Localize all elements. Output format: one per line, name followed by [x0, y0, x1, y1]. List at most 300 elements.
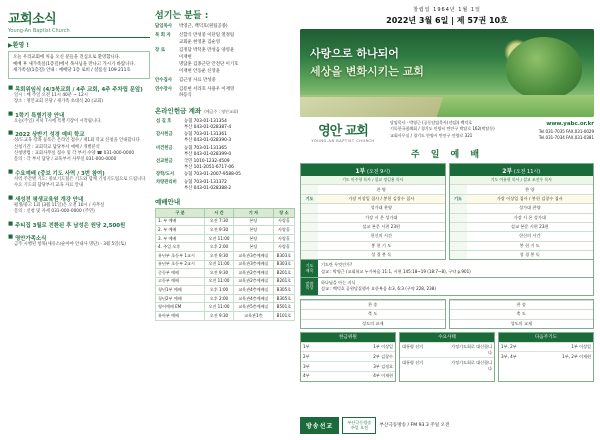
- notice-line: 수요 기도회 담당부서 교육 자료 안내: [14, 183, 84, 189]
- hero-slogan-line2: 세상을 변화시키는 교회: [310, 64, 424, 78]
- notice-item: [8, 130, 150, 164]
- order-row: [450, 194, 594, 203]
- order-value: 찬 송: [516, 301, 526, 307]
- bank-account: [183, 157, 295, 170]
- table-row: [301, 371, 395, 381]
- service-time: (오전 11시): [513, 168, 541, 175]
- cell: 오전 11:00: [205, 277, 234, 286]
- broadcast-info: [379, 417, 594, 434]
- order-value: 봉 헌 기 도: [371, 242, 392, 248]
- cell: 가정기도회로 대신합니다: [451, 359, 492, 371]
- cell: 1부, 2부 이재현: [562, 353, 591, 359]
- service-number: 2부: [502, 167, 513, 175]
- cell: 청년2부 예배: [156, 294, 205, 303]
- notice-title: 1학기 특별기장 안내: [15, 112, 65, 119]
- worship-heading: 주 일 예 배: [410, 150, 484, 160]
- bullet-icon: ■: [8, 233, 14, 240]
- order-value: 봉 헌 기 도: [519, 242, 540, 248]
- notice-line: 신청방법 : 교회사무실 접수 및 각 부서 수양 ☎ 031-000-0000: [14, 151, 135, 157]
- order-value: 성도의 교제: [510, 320, 533, 326]
- notice-line: 일시 : 매 주일 오전 11시 40분 ~ 12시: [14, 92, 88, 98]
- order-row: [450, 300, 594, 309]
- staff-title: 섬기는 분들 :: [155, 11, 209, 21]
- order-key: [301, 223, 318, 231]
- staff-value: 명담훈 김종근단 안전단 이기호: [179, 62, 239, 68]
- order-key: [450, 214, 467, 222]
- order-key: [301, 242, 318, 250]
- cell: 오전 9:30: [205, 269, 234, 278]
- bullet-icon: ■: [8, 110, 14, 117]
- order-key: [450, 242, 467, 250]
- order-row: [301, 250, 445, 259]
- notice-list: [8, 85, 150, 248]
- notice-line: 신청기간 : 교회학교 담당부서 예배 / 개별분석: [14, 144, 100, 150]
- table-row: [155, 144, 295, 157]
- worship-schedule-heading: 예배안내: [155, 197, 181, 206]
- table-row: [156, 260, 295, 269]
- table-row: [156, 312, 295, 321]
- offering-committee: [300, 332, 396, 382]
- service-first: [300, 163, 446, 260]
- cell: 2부 김창수: [373, 353, 393, 359]
- hero-slogan: [310, 45, 424, 80]
- bank-label: 차량관리비: [156, 179, 177, 185]
- column-header: 기 자: [233, 208, 273, 217]
- broadcast-footer: [300, 417, 594, 434]
- cell: 고등부 예배: [156, 277, 205, 286]
- cell: 대통령 선거: [402, 344, 424, 350]
- service-leaders: 기도 이주형 목사 / 설교 정길용 목사: [301, 176, 445, 184]
- order-row: [301, 300, 445, 309]
- broadcast-label: 방송선교: [300, 417, 339, 434]
- order-row: [301, 319, 445, 328]
- staff-label: 장 로: [155, 48, 166, 54]
- notice-title: 주티집 3월로 전환된 후 남성은 원당 2,500원: [15, 222, 126, 229]
- cell: 가정기도회로 대신합니다: [451, 344, 492, 356]
- order-row: [450, 203, 594, 212]
- welcome-line: 새가족실(1층길) 안내 : 예배당 1층 로비 / 샬롬실 109 211호: [13, 68, 131, 74]
- staff-label: 목 회 자: [155, 32, 171, 38]
- cell: 4부: [303, 373, 310, 379]
- order-row: [450, 231, 594, 240]
- service-columns: [300, 163, 594, 260]
- cell: 오전 7:30: [205, 217, 234, 226]
- notice-line: 장소 : 영안교회 본당 / 새가족 초대석 20 (교회): [14, 99, 104, 105]
- online-offering-title: 온라인헌금 계좌: [155, 107, 202, 116]
- staff-label: 담임목사: [155, 24, 172, 29]
- bank-account: [183, 171, 295, 178]
- cell: 오전 9:30: [205, 226, 234, 235]
- bank-label: 비건헌금: [156, 145, 173, 151]
- cell: 3부, 4부: [501, 353, 517, 359]
- order-row: [450, 184, 594, 193]
- table-row: [155, 171, 295, 178]
- cell: B101호: [273, 312, 294, 321]
- table-row: [155, 131, 295, 144]
- service-header: [450, 164, 594, 176]
- table-header-row: [156, 208, 295, 217]
- table-row: [156, 286, 295, 295]
- order-key: [450, 185, 467, 193]
- closing-order: [300, 299, 594, 329]
- bullet-icon: ■: [8, 220, 14, 227]
- order-key: [301, 251, 318, 259]
- cell: 영어예배 EM: [156, 303, 205, 312]
- staff-row: [155, 24, 295, 31]
- welcome-line: 오늘 우리교회에 처음 오신 분들을 진심으로 환영합니다.: [13, 55, 121, 60]
- order-row: [301, 222, 445, 231]
- broadcast-box: [342, 417, 376, 434]
- table-row: [156, 234, 295, 243]
- founded-date: 창립일 1964년 1월 1일: [413, 7, 481, 13]
- staff-value: 김근성 사료 만성중: [179, 77, 216, 83]
- broadcast-box-line: 부산극동방송: [347, 419, 372, 425]
- order-value: 찬 송: [368, 301, 378, 307]
- order-key: [450, 251, 467, 259]
- logo-english: YOUNG-AN BAPTIST CHURCH: [311, 139, 375, 143]
- cell: 교육관3층예배실: [233, 260, 273, 269]
- table-title: 다음주기도: [499, 333, 593, 342]
- masthead-line: 담임목사 · 박영근 (공동담임목사(선임)) 백덕호: [390, 120, 473, 125]
- wednesday-service: [399, 332, 495, 382]
- notice-title: 목회위임식 (4/3북교회 / 4주 교회, 4주 주차립 문앞): [15, 86, 143, 93]
- order-value: 성 경 봉 독: [519, 252, 540, 258]
- staff-value: 김룡현 서라호 사용우 이재영: [179, 86, 235, 92]
- church-logo: [300, 120, 386, 143]
- table-row: [301, 351, 395, 361]
- staff-row: [155, 87, 295, 101]
- bank-line: 농협 703-01-131354: [184, 118, 227, 124]
- order-row: [301, 184, 445, 193]
- cell: 1부, 2부: [501, 344, 517, 350]
- table-row: [156, 277, 295, 286]
- bullet-icon: ■: [8, 84, 14, 91]
- table-row: [156, 217, 295, 226]
- order-value: 가장 이상일 집사 / 봉헌 김창수 집사: [318, 195, 445, 203]
- order-value: 성 경 봉 독: [371, 252, 392, 258]
- column-header: 장 소: [273, 208, 294, 217]
- staff-row: [155, 33, 295, 47]
- staff-row: [155, 78, 295, 85]
- order-row: [301, 241, 445, 250]
- bullet-icon: ■: [8, 194, 14, 201]
- bank-line: 부산 043-01-028387-4: [184, 124, 232, 130]
- cell: 청년1부 예배: [156, 286, 205, 295]
- masthead-line: 기독한국침례회 / 경기도 안양시 만안구 박달로 162(박달동): [390, 126, 495, 132]
- table-row: [499, 351, 593, 361]
- cell: 오전 9:30: [205, 251, 234, 260]
- bank-line: 부산 043-01-028399-0: [184, 151, 232, 157]
- cell: B305호: [273, 294, 294, 303]
- sermon-body: [318, 260, 593, 277]
- bank-account: [183, 131, 295, 144]
- order-row: [301, 213, 445, 222]
- order-key: [450, 232, 467, 240]
- bank-line: 농협 703-01-131361: [184, 132, 227, 138]
- bank-label: 장학/도서: [156, 172, 175, 178]
- cell: 교육관3층예배실: [233, 251, 273, 260]
- closing-first: [300, 299, 446, 329]
- order-key: 기도: [301, 195, 318, 203]
- bank-account-table: [155, 117, 295, 191]
- staff-row: [155, 48, 295, 75]
- bank-line: 부산 043-01-028388-2: [184, 185, 232, 191]
- order-key: [450, 204, 467, 212]
- right-column: [300, 6, 594, 382]
- welcome-heading: ▶환영 !: [8, 42, 30, 49]
- sermon-ref: 설교 : 백덕호 공원당집행사 요한복음 4:3, 6:3 (구약 228, 238): [321, 286, 436, 292]
- church-news-title: 교회소식: [8, 12, 57, 27]
- service-second: [449, 163, 595, 260]
- cell: 사랑홀: [273, 243, 294, 252]
- sermon-tag: 기도 제목: [301, 260, 318, 277]
- website-url[interactable]: www.yabc.or.kr: [546, 121, 594, 127]
- cell: B501호: [273, 303, 294, 312]
- order-row: [450, 309, 594, 318]
- cell: 사랑홀: [273, 226, 294, 235]
- table-title: 수요사태: [400, 333, 494, 342]
- welcome-line: 예배 후 새가족실(1층길)에서 목사님을 만나고 가시기 바랍니다.: [13, 61, 136, 67]
- cell: B303호: [273, 260, 294, 269]
- service-header: [301, 164, 445, 176]
- table-row: [156, 226, 295, 235]
- middle-column: [155, 8, 295, 321]
- cell: 오후 1:00: [205, 286, 234, 295]
- cell: 교육관2층예배실: [233, 269, 273, 278]
- table-row: [156, 251, 295, 260]
- sermon-title: 기도란 무엇인가?: [321, 262, 353, 268]
- tree-icon: [506, 37, 582, 99]
- order-value: 가장 시 온 성가대: [365, 214, 398, 220]
- notice-item: [8, 221, 150, 229]
- order-value: 성가대 찬양: [370, 205, 393, 211]
- notice-item: [8, 234, 150, 248]
- order-value: 성도의 교제: [361, 320, 384, 326]
- cell: 오전 11:00: [205, 303, 234, 312]
- service-order: [450, 184, 594, 259]
- broadcast-box-line: 주일 오전: [350, 425, 369, 431]
- order-value: 성가대 찬양: [518, 205, 541, 211]
- table-row: [156, 243, 295, 252]
- column-header: 구 분: [156, 208, 205, 217]
- staff-value: 하동식: [179, 93, 192, 99]
- order-key: [450, 223, 467, 231]
- cell: 교육관1층: [233, 312, 273, 321]
- notice-item: [8, 111, 150, 125]
- staff-value: 신합식 만성중 이단팀 열정팀: [179, 32, 235, 38]
- cell: 본당: [233, 226, 273, 235]
- service-time: (오전 9시): [366, 168, 391, 175]
- order-row: [450, 222, 594, 231]
- order-row: [450, 319, 594, 328]
- bank-account: [183, 178, 295, 191]
- cell: 3부: [303, 363, 310, 369]
- cell: B201호: [273, 269, 294, 278]
- bank-account: [183, 117, 295, 130]
- divider: [8, 37, 150, 38]
- order-value: 찬 양: [525, 186, 535, 192]
- bullet-icon: ■: [8, 130, 14, 137]
- cell: 본당: [233, 234, 273, 243]
- cell: 오후 2:00: [205, 294, 234, 303]
- table-row: [301, 342, 395, 352]
- bank-line: 국민 1010-1232-4509: [184, 159, 230, 165]
- cell: 1. 부 예배: [156, 217, 205, 226]
- hero-photo: [300, 29, 594, 117]
- cell: 본당: [233, 243, 273, 252]
- notice-line: 사역 주간별 기도: 중보기도팀은 기도와 함께 기성기도팀으로 드립니다: [14, 176, 146, 182]
- bank-line: 농협 703-01-2007-9588-05: [184, 172, 241, 178]
- notice-line: 금주 시행된 항목(새유소/순아야 안내사 명단) - 3월 5일(토): [14, 241, 126, 247]
- cell: 유아부 예배: [156, 312, 205, 321]
- cell: 교육관5층예배실: [233, 303, 273, 312]
- order-row: [450, 213, 594, 222]
- table-row: [156, 269, 295, 278]
- bank-line: 농협 703-01-131365: [184, 145, 227, 151]
- staff-value: 교회운 현영훈 김순영: [179, 39, 220, 45]
- staff-label: 안수집사: [155, 77, 172, 83]
- notice-title: 2022 상반기 성경 예비 학교: [15, 132, 85, 139]
- path-shape: [300, 97, 443, 117]
- church-news-subtitle: Young-An Baptist Church: [8, 28, 70, 34]
- masthead-line: 교회사무실 / 경기도 안양시 만안구 안양로 321: [390, 132, 473, 138]
- notice-item: [8, 169, 150, 190]
- cell: 교육관4층예배실: [233, 286, 273, 295]
- order-key: [301, 214, 318, 222]
- order-value: 가장 이상일 집사 / 봉헌 김창수 집사: [467, 195, 594, 203]
- sermon-body: [318, 278, 593, 295]
- issue-number: 2022년 3월 6일 | 제 57권 10호: [386, 16, 508, 25]
- table-row: [499, 342, 593, 352]
- phone-line: Tel.031-7035 FAX.031-0029: [538, 128, 594, 134]
- order-row: [450, 250, 594, 259]
- cell: 오전 11:00: [205, 234, 234, 243]
- cell: 1부: [303, 344, 310, 350]
- bank-label: 섬 길 호: [156, 118, 172, 124]
- table-row: [155, 178, 295, 191]
- broadcast-text: 부산극동방송 / FM 93.3 주일 오전: [379, 423, 450, 429]
- order-row: [301, 309, 445, 318]
- notice-item: [8, 85, 150, 106]
- order-key: [301, 204, 318, 212]
- masthead-contact: [502, 120, 594, 143]
- table-row: [155, 117, 295, 130]
- staff-value: 이재현: [179, 55, 192, 61]
- notice-line: 평생/중고 1회 (3월 11일)은 오전 10시 / 사무실: [14, 202, 105, 208]
- cell: 3부 김정호: [373, 363, 393, 369]
- cell: 사랑홀: [273, 217, 294, 226]
- order-value: 설교 본문 시편 23편: [362, 224, 401, 230]
- bank-label: 선교헌금: [156, 159, 173, 165]
- order-value: 가장 시 온 성가대: [513, 214, 546, 220]
- cell: 대통령 선거: [402, 359, 424, 365]
- cell: 2. 부 예배: [156, 226, 205, 235]
- hero-slogan-line1: 사랑으로 하나되어: [310, 47, 399, 60]
- order-row: [301, 231, 445, 240]
- cell: B303호: [273, 251, 294, 260]
- cell: 3. 부 예배: [156, 234, 205, 243]
- order-value: 헌신의 시간: [518, 233, 541, 239]
- cell: 유년부 초등부 1교시: [156, 251, 205, 260]
- bank-line: 부산 043-01-028390-3: [184, 138, 232, 144]
- staff-value: 김정담 박덕훈 만성음 양영윤: [179, 48, 235, 54]
- table-row: [156, 303, 295, 312]
- staff-value: 이재현 안동운 신영윤: [179, 68, 220, 74]
- staff-list: [155, 24, 295, 100]
- cell: 오후 2:00: [205, 243, 234, 252]
- table-row: [400, 357, 494, 373]
- notice-line: 오늘(주일) 저녁 7시에 특별기장이 시작됩니다.: [14, 118, 102, 124]
- order-value: 축 도: [516, 311, 526, 317]
- cell: 4. 주일 오후: [156, 243, 205, 252]
- service-leaders: 기도 이유형 목사 / 설교 조진우 목사: [450, 176, 594, 184]
- notice-line: 성/도교육 강좌 등록은 온라인 접수 / 제1회 학교 신청을 안내합니다: [14, 138, 140, 144]
- order-value: 설교 본문 시편 23편: [510, 224, 549, 230]
- bullet-icon: ■: [8, 168, 14, 175]
- order-value: 축 도: [368, 311, 378, 317]
- cell: B305호: [273, 286, 294, 295]
- cell: 유년부 초등부 2교시: [156, 260, 205, 269]
- online-offering-sub: (예금주 : 영안교회): [204, 109, 239, 115]
- cell: 사랑홀: [273, 234, 294, 243]
- closing-second: [449, 299, 595, 329]
- sermon-title: 하나님을 아는 지식: [321, 280, 356, 286]
- cell: B201호: [273, 277, 294, 286]
- cell: 4부 이재현: [373, 373, 393, 379]
- table-row: [301, 361, 395, 371]
- sermon-strip-second: [300, 278, 594, 296]
- cell: 교육관4층예배실: [233, 294, 273, 303]
- order-value: 찬 양: [376, 186, 386, 192]
- bank-line: 부산 101-2051-6717-06: [184, 165, 234, 171]
- service-number: 1부: [355, 167, 366, 175]
- bank-account: [183, 144, 295, 157]
- masthead-info: [386, 120, 502, 143]
- logo-korean: 영안 교회: [318, 124, 368, 139]
- notice-title: 영안가족소식: [15, 235, 47, 242]
- cell: 중등부 예배: [156, 269, 205, 278]
- notice-line: 문의 : 각 부서 담당 / 교육부서 사무실 031-000-0000: [14, 157, 117, 163]
- table-title: 한금위원: [301, 333, 395, 342]
- order-key: [301, 232, 318, 240]
- table-row: [156, 294, 295, 303]
- notice-title: 수요예배 (중보 기도 사역 / 3번 참여): [15, 170, 105, 177]
- order-row: [301, 194, 445, 203]
- sermon-strip-first: [300, 260, 594, 278]
- order-key: 기도: [450, 195, 467, 203]
- order-row: [301, 203, 445, 212]
- bottom-tables: [300, 332, 594, 382]
- welcome-box: [8, 51, 150, 79]
- worship-schedule-table: [155, 208, 295, 321]
- cell: 본당: [233, 217, 273, 226]
- cell: 1부 이상일: [571, 344, 591, 350]
- notice-line: 문의 : 신청 및 자세 031-000-0000 (주민): [14, 209, 95, 215]
- left-column: [8, 8, 150, 253]
- bank-label: 감사헌금: [156, 132, 173, 138]
- order-row: [450, 241, 594, 250]
- table-row: [155, 157, 295, 170]
- online-offering-heading: [155, 106, 295, 115]
- cell: 교육관2층예배실: [233, 277, 273, 286]
- order-key: [301, 185, 318, 193]
- staff-label: 연수장사: [155, 86, 172, 92]
- notice-item: [8, 195, 150, 216]
- cell: 1부 이상일: [373, 344, 393, 350]
- order-value: 헌신의 시간: [370, 233, 393, 239]
- masthead: [300, 120, 594, 143]
- column-header: 시 간: [205, 208, 234, 217]
